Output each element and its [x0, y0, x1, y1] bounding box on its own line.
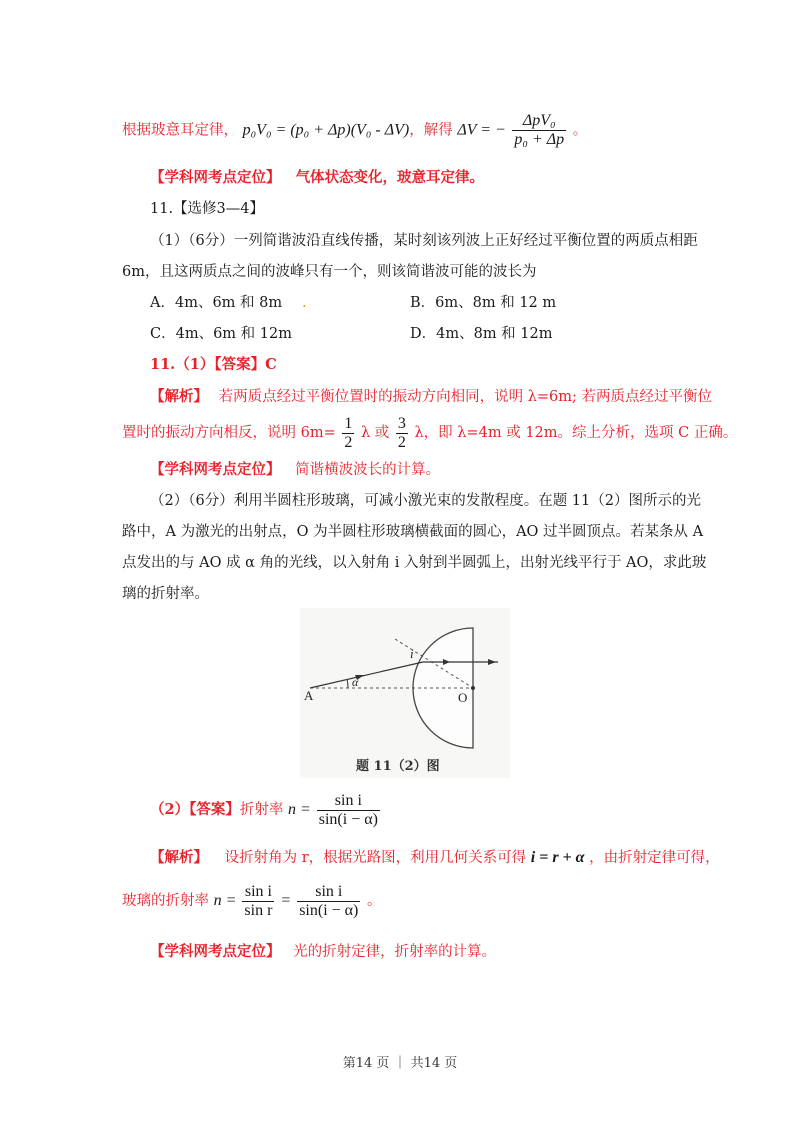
fraction-half-den: 2: [344, 433, 353, 451]
fraction-three-halves-den: 2: [397, 433, 406, 451]
boyle-solve: ，解得: [409, 122, 453, 139]
keypoint-1-tag: 【学科网考点定位】: [150, 169, 281, 186]
analysis-1-line1: [150, 387, 712, 407]
answer-2-tag: （2）【答案】: [150, 801, 240, 818]
stray-dot: .: [302, 295, 307, 311]
fraction-half-num: 1: [344, 414, 353, 432]
figure-background: [300, 608, 510, 778]
answer-2-num: sin i: [317, 792, 380, 811]
analysis-1-line2: [122, 414, 737, 452]
boyle-eq2-den: p₀ + Δp: [514, 131, 565, 148]
answer-2-den: sin(i − α): [318, 810, 378, 828]
page-footer: 第14 页 ｜ 共14 页: [342, 1056, 458, 1071]
analysis-2-fraction-1: [242, 883, 274, 920]
q11-1-line2: 6m，且这两质点之间的波峰只有一个，则该简谐波可能的波长为: [122, 264, 537, 280]
analysis-2-pre: 玻璃的折射率: [122, 893, 209, 909]
analysis-1-tag: 【解析】: [150, 388, 208, 405]
answer-2-text: 折射率: [239, 802, 284, 818]
boyle-eq1-rhs: (p₀ + Δp)(V₀ - ΔV): [290, 121, 410, 139]
point-o: [471, 686, 475, 690]
keypoint-2-text: 简谐横波波长的计算。: [295, 462, 441, 478]
analysis-2-f2-den: sin(i − α): [299, 901, 359, 919]
boyle-eq2-fraction: [512, 112, 566, 149]
keypoint-3: [150, 942, 496, 962]
answer-2-fraction: [317, 792, 380, 829]
analysis-1-mid: λ 或: [360, 425, 390, 441]
boyle-eq2-num: ΔpV₀: [512, 112, 566, 131]
q11-header: 11.【选修3—4】: [150, 201, 265, 217]
analysis-2-line2: [122, 880, 382, 922]
boyle-line: [122, 112, 587, 149]
figure-caption: 题 11（2）图: [356, 759, 440, 774]
analysis-2-f2-num: sin i: [297, 883, 360, 902]
q11-2-line3: 点发出的与 AO 成 α 角的光线，以入射角 i 入射到半圆弧上，出射光线平行于 AO，求此玻: [122, 555, 707, 571]
option-d: D．4m、8m 和 12m: [410, 326, 553, 342]
keypoint-3-text: 光的折射定律，折射率的计算。: [293, 944, 497, 960]
analysis-2-line1: [150, 848, 720, 868]
option-a: A．4m、6m 和 8m: [150, 295, 283, 311]
keypoint-1-text: 气体状态变化，玻意耳定律。: [295, 169, 485, 186]
analysis-2-text1-end: ，由折射定律可得，: [589, 850, 720, 866]
analysis-2-eq: i = r + α: [530, 849, 585, 866]
keypoint-3-tag: 【学科网考点定位】: [150, 943, 281, 960]
keypoint-2: [150, 460, 440, 480]
analysis-2-fraction-2: [297, 883, 360, 920]
answer-2: [150, 790, 382, 830]
label-o: O: [458, 690, 468, 705]
boyle-eq2-lhs: ΔV = −: [457, 121, 506, 139]
q11-1-line1: （1）（6分）一列简谐波沿直线传播，某时刻该列波上正好经过平衡位置的两质点相距: [150, 233, 698, 249]
q11-2-line4: 璃的折射率。: [122, 586, 209, 602]
label-i: i: [410, 646, 414, 661]
fraction-three-halves-num: 3: [397, 414, 406, 432]
boyle-end: 。: [572, 122, 588, 139]
analysis-2-lhs: n =: [213, 892, 241, 909]
boyle-prefix: 根据玻意耳定律，: [122, 122, 238, 139]
analysis-2-equals: =: [276, 892, 296, 909]
keypoint-2-tag: 【学科网考点定位】: [150, 461, 281, 478]
fraction-half: [342, 415, 354, 452]
analysis-2-f1-den: sin r: [244, 901, 273, 919]
answer-2-lhs: n =: [287, 801, 315, 818]
keypoint-1: [150, 168, 484, 188]
q11-2-line2: 路中，A 为激光的出射点，O 为半圆柱形玻璃横截面的圆心，AO 过半圆顶点。若某条从 A: [122, 524, 704, 540]
analysis-1-post: λ，即 λ=4m 或 12m。综上分析，选项 C 正确。: [414, 425, 738, 441]
analysis-2-end: 。: [367, 893, 382, 909]
fraction-three-halves: [396, 415, 408, 452]
answer-1: 11.（1）【答案】C: [150, 356, 277, 373]
label-alpha: α: [352, 675, 359, 689]
analysis-1-text1: 若两质点经过平衡位置时的振动方向相同，说明 λ=6m; 若两质点经过平衡位: [218, 389, 713, 405]
label-a: A: [304, 688, 314, 703]
analysis-1-pre: 置时的振动方向相反，说明 6m=: [122, 425, 336, 441]
option-c: C．4m、6m 和 12m: [150, 326, 292, 342]
option-b: B．6m、8m 和 12 m: [410, 295, 557, 311]
analysis-2-f1-num: sin i: [242, 883, 274, 902]
q11-2-line1: （2）（6分）利用半圆柱形玻璃，可减小激光束的发散程度。在题 11（2）图所示的光: [150, 493, 701, 509]
analysis-2-text1: 设折射角为 r，根据光路图，利用几何关系可得: [224, 850, 527, 866]
analysis-2-tag: 【解析】: [150, 849, 208, 866]
optics-diagram: [300, 608, 510, 778]
boyle-eq1-lhs: p₀V₀ =: [242, 121, 291, 139]
